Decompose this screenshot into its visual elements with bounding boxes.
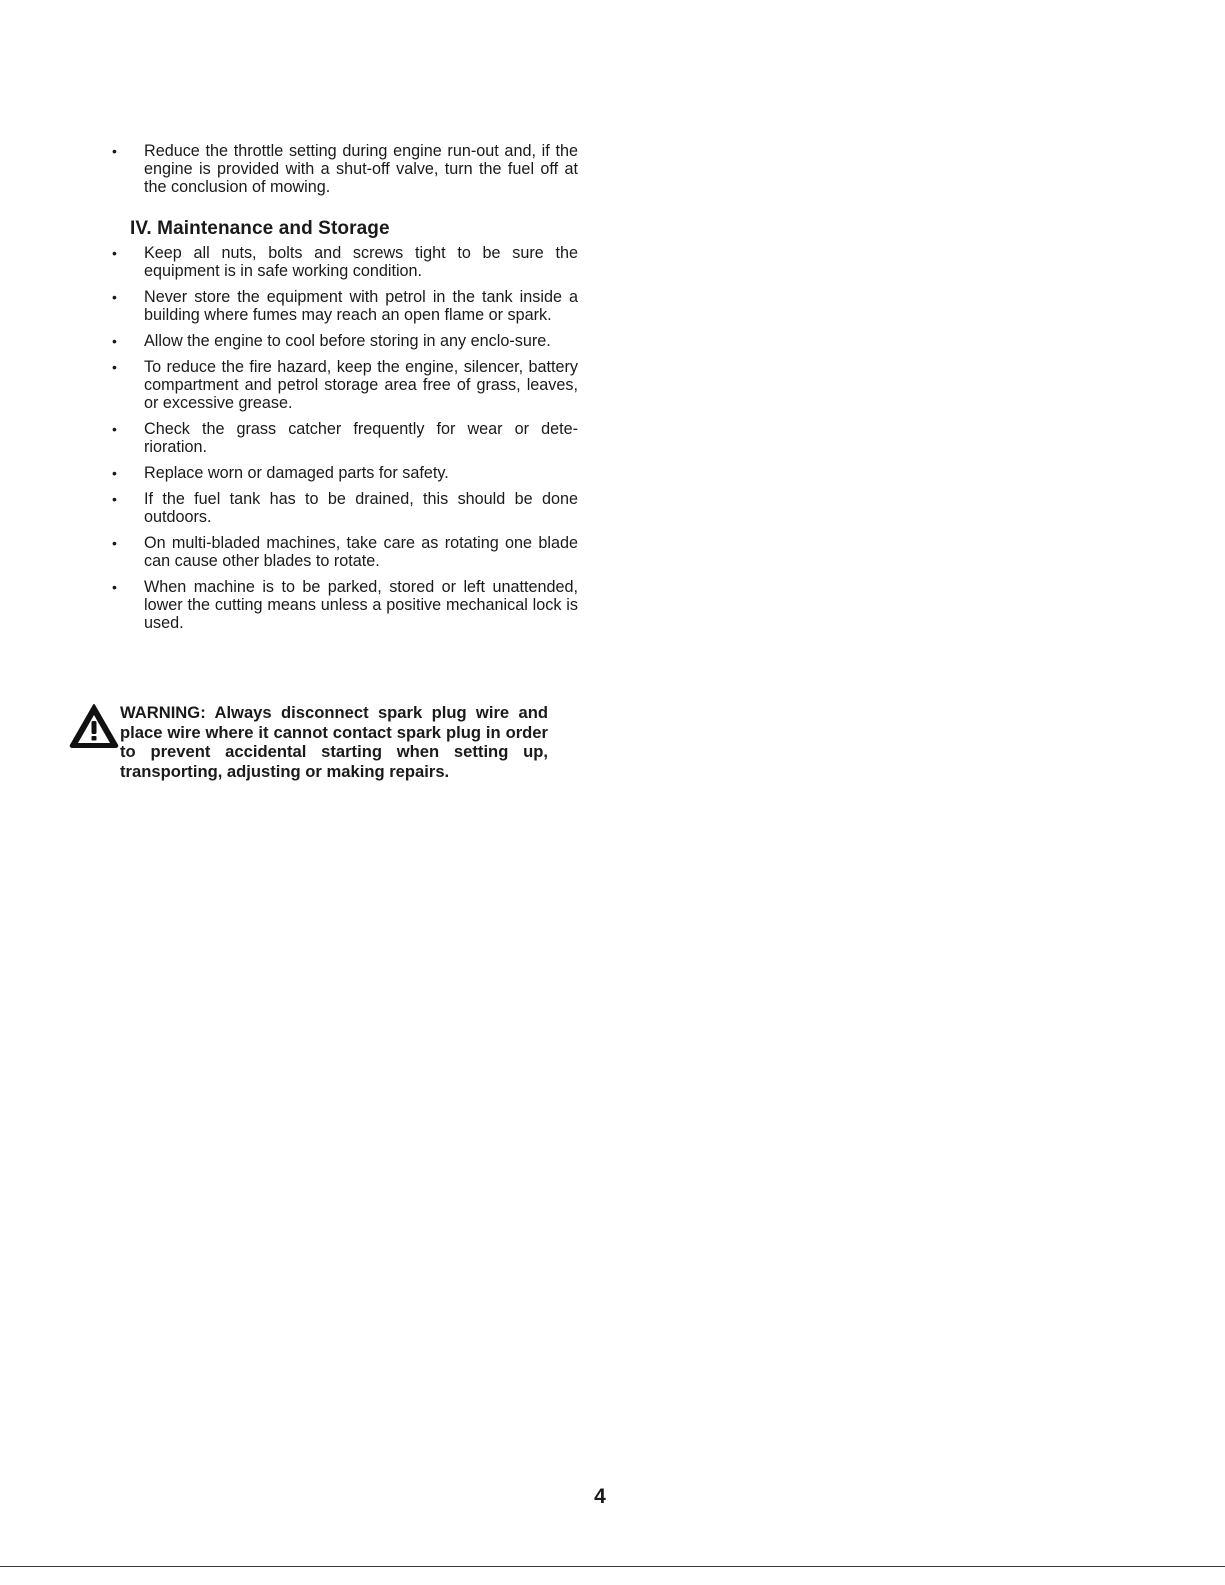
page-number: 4	[594, 1485, 606, 1508]
list-item	[112, 358, 578, 412]
list-item	[112, 332, 578, 350]
bullet-text: When machine is to be parked, stored or left unattended, lower the cutting means unless a positive mechanical lock is used.	[144, 578, 578, 632]
warning-text: WARNING: Always disconnect spark plug wire and place wire where it cannot contact spark plug in order to prevent accidental starting when setting up, transporting, adjusting or making repairs.	[120, 703, 548, 781]
bullet-text: Never store the equipment with petrol in the tank inside a building where fumes may reach an open flame or spark.	[144, 288, 578, 324]
text-column	[112, 142, 578, 640]
bullet-dot: •	[112, 333, 117, 349]
list-item	[112, 464, 578, 482]
bullet-text: Allow the engine to cool before storing in any enclo-sure.	[144, 332, 551, 350]
warning-triangle-icon	[68, 703, 120, 749]
list-item	[112, 578, 578, 632]
footer-rule	[0, 1566, 1225, 1567]
bullet-dot: •	[112, 245, 117, 261]
bullet-dot: •	[112, 465, 117, 481]
bullet-text: To reduce the fire hazard, keep the engine, silencer, battery compartment and petrol storage area free of grass, leaves, or excessive grease.	[144, 358, 578, 412]
warning-block	[68, 703, 548, 781]
bullet-text: Check the grass catcher frequently for wear or dete-rioration.	[144, 420, 578, 456]
bullet-text: Reduce the throttle setting during engine run-out and, if the engine is provided with a shut-off valve, turn the fuel off at the conclusion of mowing.	[144, 142, 578, 196]
bullet-text: On multi-bladed machines, take care as rotating one blade can cause other blades to rotate.	[144, 534, 578, 570]
bullet-text: If the fuel tank has to be drained, this should be done outdoors.	[144, 490, 578, 526]
list-item	[112, 288, 578, 324]
bullet-dot: •	[112, 289, 117, 305]
bullet-text: Replace worn or damaged parts for safety.	[144, 464, 449, 482]
bullet-text: Keep all nuts, bolts and screws tight to be sure the equipment is in safe working condition.	[144, 244, 578, 280]
bullet-dot: •	[112, 421, 117, 437]
list-item	[112, 534, 578, 570]
bullet-dot: •	[112, 491, 117, 507]
list-item	[112, 420, 578, 456]
section-heading: IV. Maintenance and Storage	[130, 218, 390, 239]
bullet-dot: •	[112, 143, 117, 159]
list-item	[112, 142, 578, 196]
list-item	[112, 490, 578, 526]
bullet-dot: •	[112, 359, 117, 375]
bullet-dot: •	[112, 579, 117, 595]
bullet-dot: •	[112, 535, 117, 551]
list-item	[112, 244, 578, 280]
